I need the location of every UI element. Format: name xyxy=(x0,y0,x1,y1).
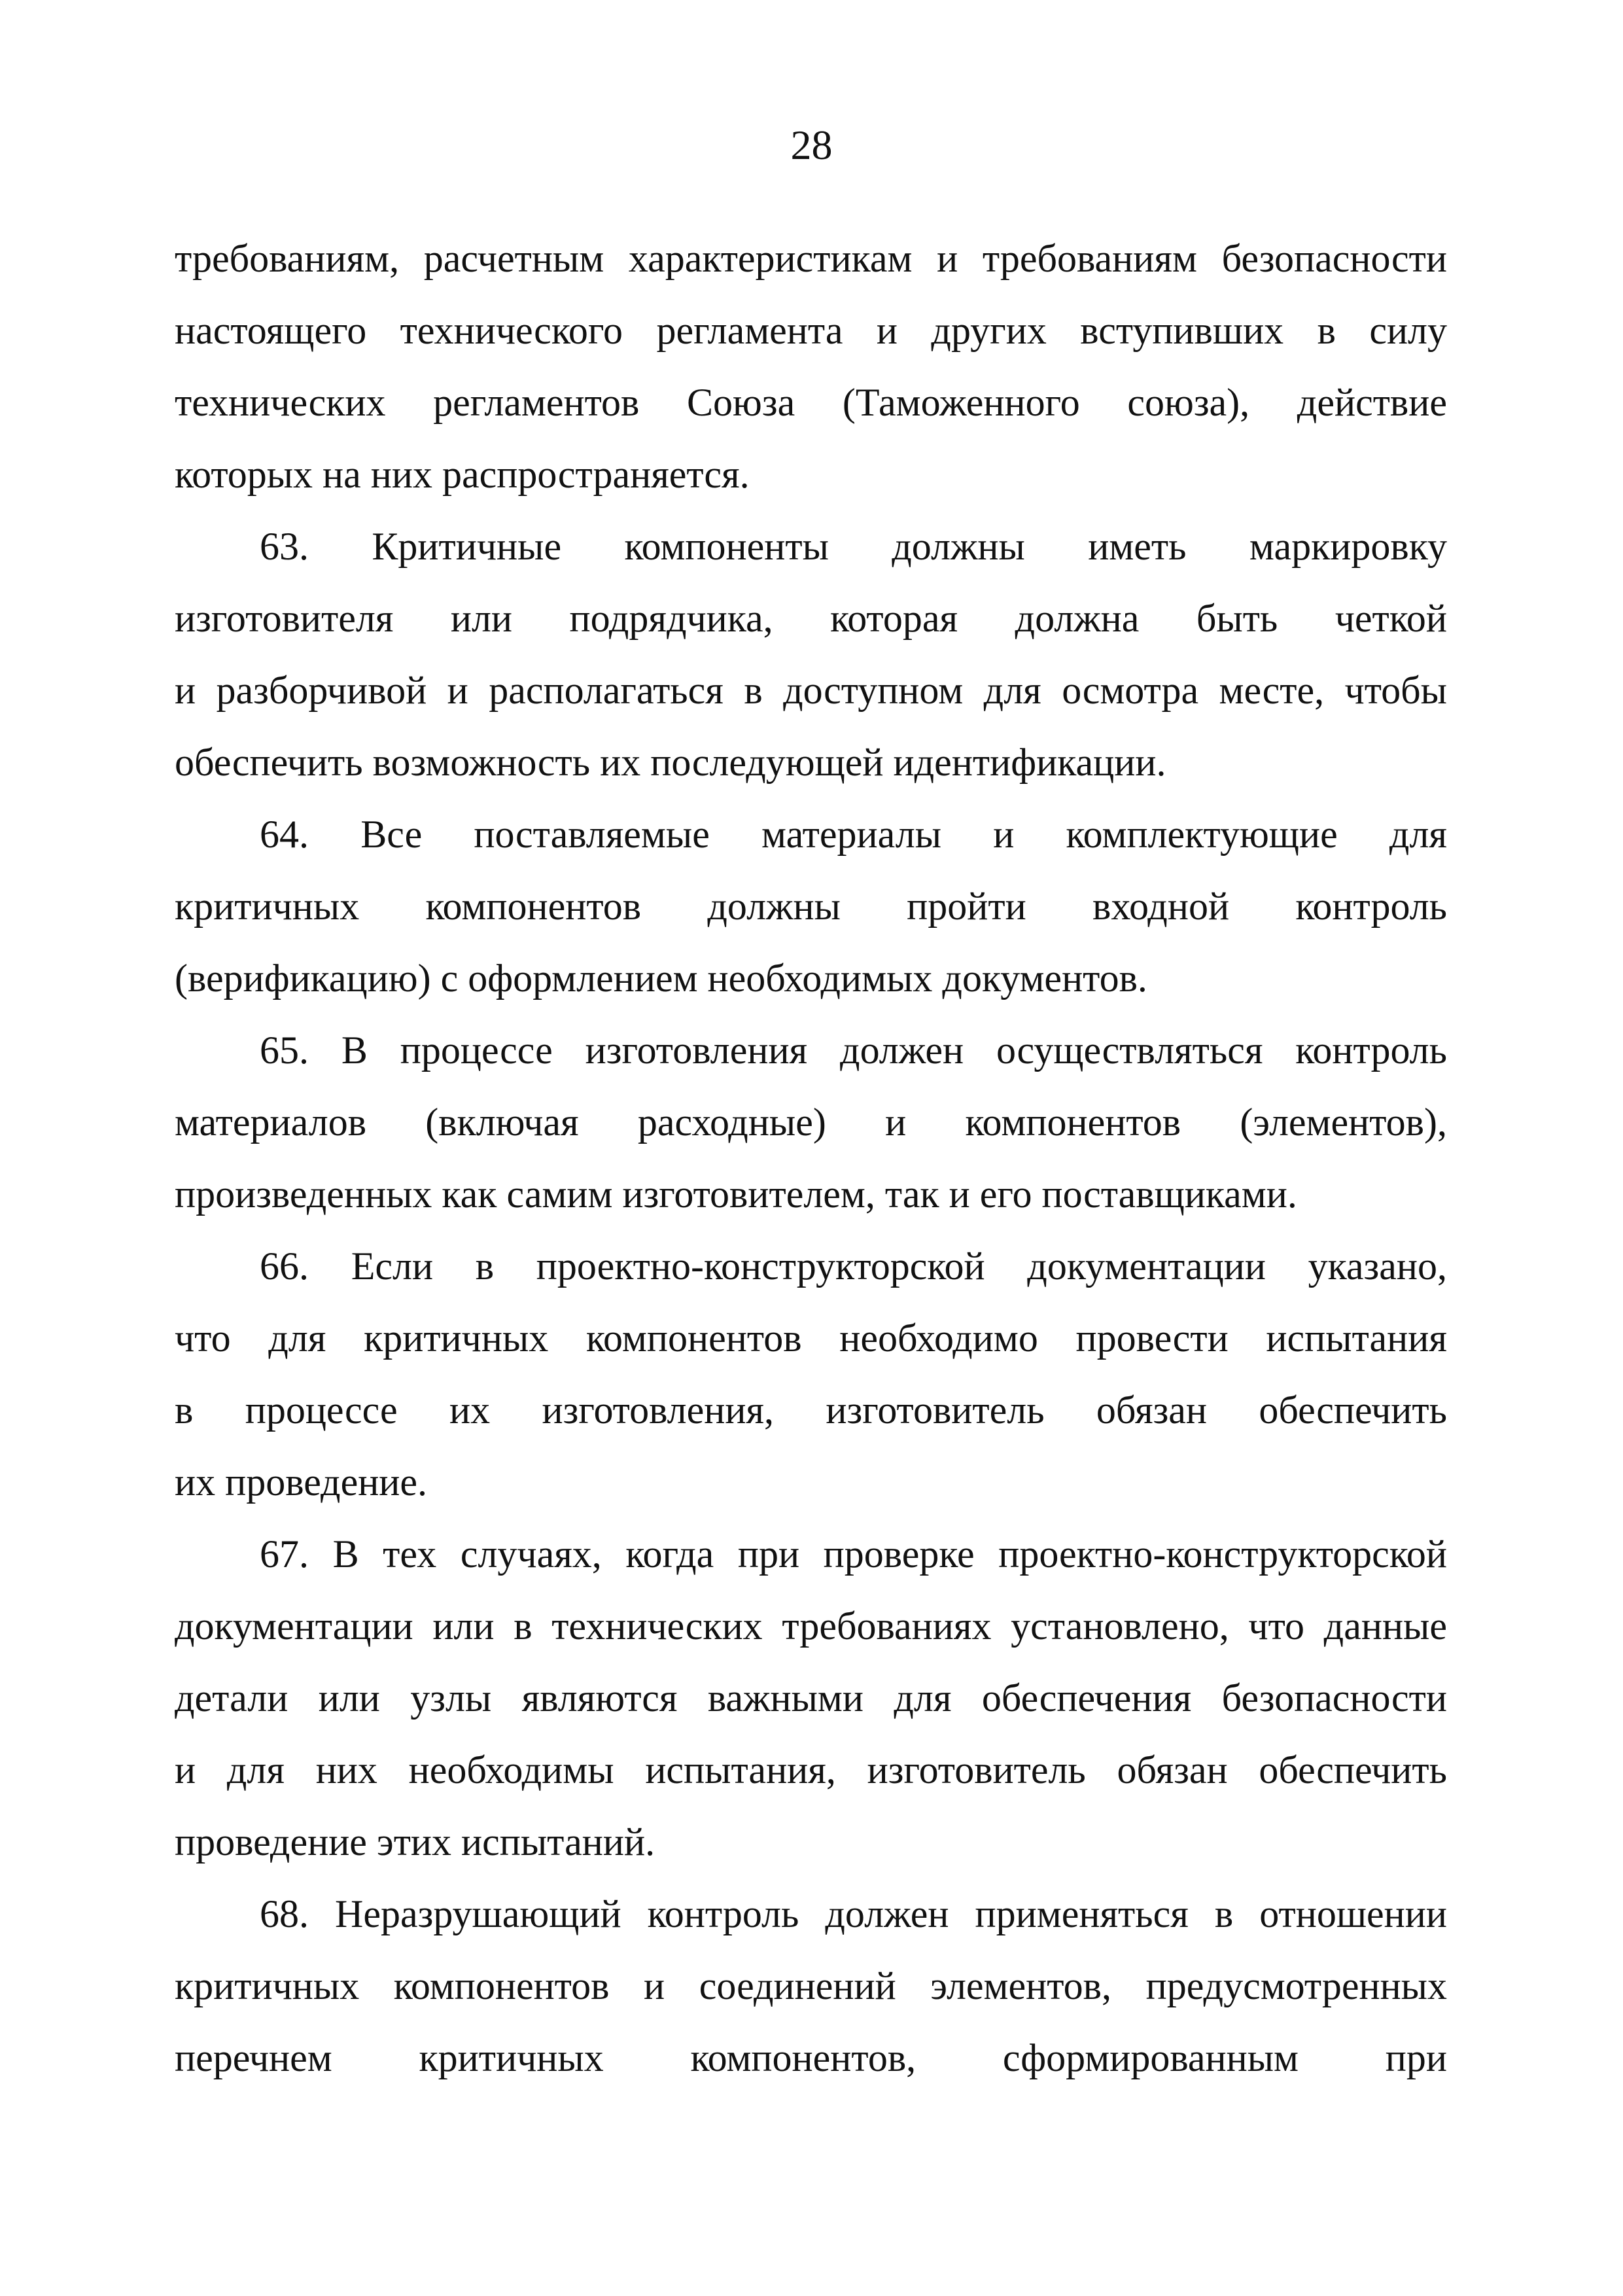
text-line: их проведение. xyxy=(175,1460,428,1504)
text-line: 66. Если в проектно-конструкторской документации указано, xyxy=(260,1245,1447,1288)
text-line: которых на них распространяется. xyxy=(175,453,750,496)
text-line: и для них необходимы испытания, изготовитель обязан обеспечить xyxy=(175,1748,1447,1792)
text-line: (верификацию) с оформлением необходимых документов. xyxy=(175,957,1147,1000)
text-line: критичных компонентов должны пройти входной контроль xyxy=(175,885,1447,928)
text-line: в процессе их изготовления, изготовитель обязан обеспечить xyxy=(175,1388,1447,1432)
text-line: детали или узлы являются важными для обеспечения безопасности xyxy=(175,1676,1447,1720)
text-line: 64. Все поставляемые материалы и комплектующие для xyxy=(260,813,1447,856)
text-line: проведение этих испытаний. xyxy=(175,1820,655,1863)
text-line: 63. Критичные компоненты должны иметь маркировку xyxy=(260,525,1447,568)
text-line: 68. Неразрушающий контроль должен применяться в отношении xyxy=(260,1892,1447,1935)
text-line: настоящего технического регламента и других вступивших в силу xyxy=(175,309,1447,352)
text-line: что для критичных компонентов необходимо провести испытания xyxy=(175,1316,1447,1360)
text-line: обеспечить возможность их последующей идентификации. xyxy=(175,741,1166,784)
text-line: перечнем критичных компонентов, сформированным при xyxy=(175,2036,1447,2079)
text-line: 67. В тех случаях, когда при проверке проектно-конструкторской xyxy=(260,1532,1447,1576)
text-line: изготовителя или подрядчика, которая должна быть четкой xyxy=(175,597,1447,640)
text-line: требованиям, расчетным характеристикам и требованиям безопасности xyxy=(175,237,1447,280)
text-line: произведенных как самим изготовителем, так и его поставщиками. xyxy=(175,1173,1297,1216)
text-line: 65. В процессе изготовления должен осуществляться контроль xyxy=(260,1029,1447,1072)
text-line: критичных компонентов и соединений элементов, предусмотренных xyxy=(175,1964,1447,2007)
page-number: 28 xyxy=(790,122,833,168)
text-line: технических регламентов Союза (Таможенного союза), действие xyxy=(175,381,1447,424)
text-line: документации или в технических требованиях установлено, что данные xyxy=(175,1604,1447,1648)
text-line: и разборчивой и располагаться в доступном для осмотра месте, чтобы xyxy=(175,669,1447,712)
text-line: материалов (включая расходные) и компонентов (элементов), xyxy=(175,1101,1447,1144)
